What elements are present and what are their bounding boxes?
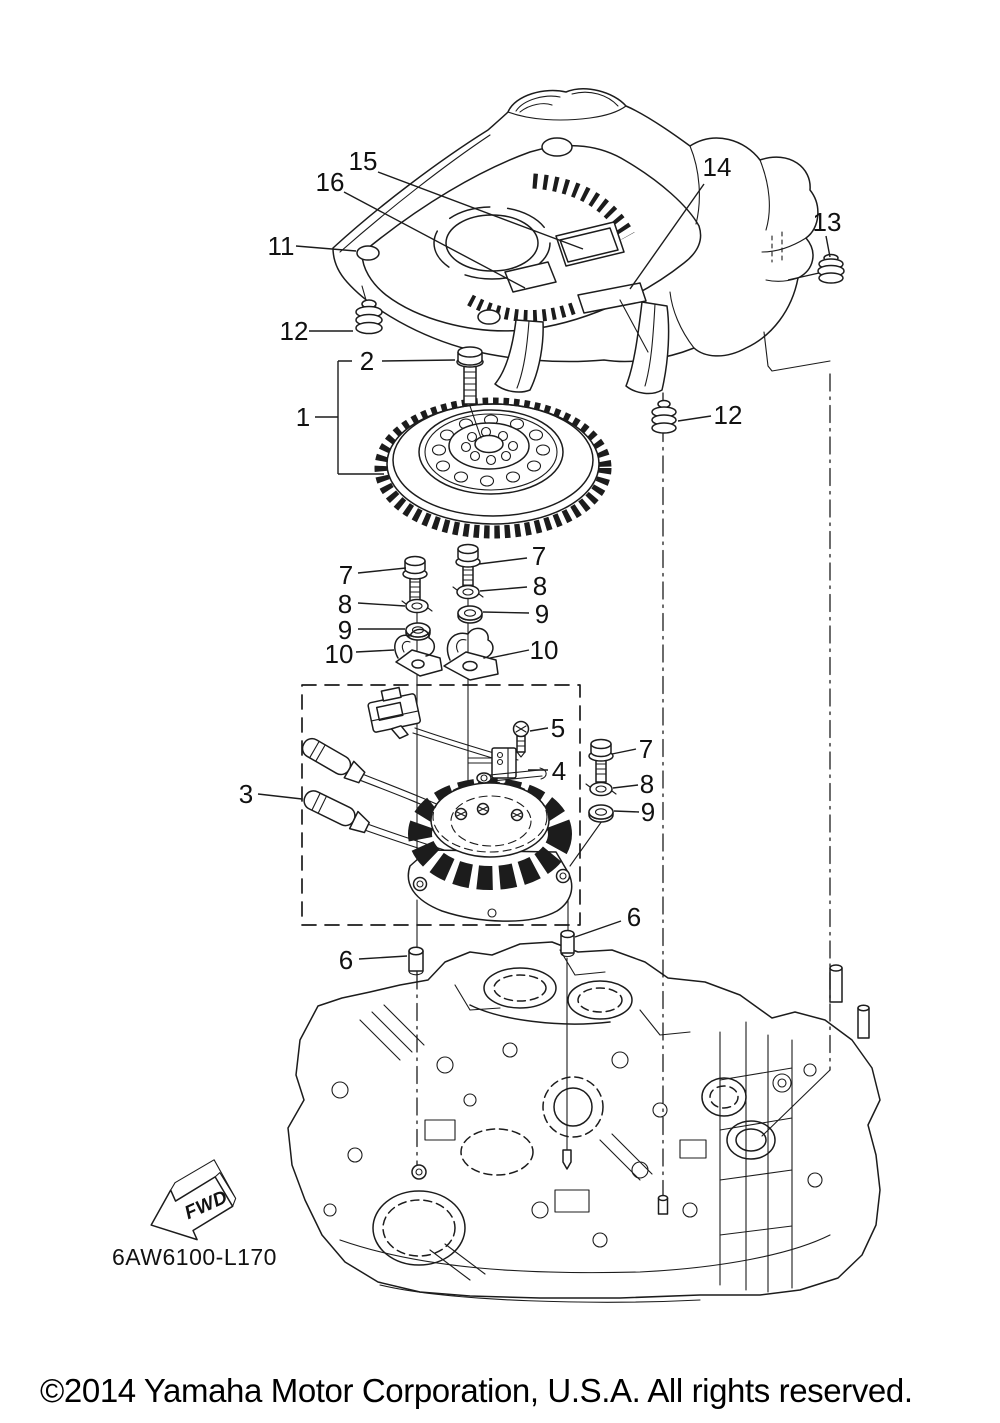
callout-16: 16 (315, 167, 345, 197)
fwd-label: FWD (181, 1186, 232, 1225)
callout-6: 6 (338, 945, 354, 975)
callout-7: 7 (531, 541, 547, 571)
callout-7: 7 (638, 734, 654, 764)
callout-9: 9 (534, 599, 550, 629)
callout-2: 2 (359, 346, 375, 376)
flywheel-cover (333, 89, 830, 394)
callout-14: 14 (702, 152, 732, 182)
drawing-code: 6AW6100-L170 (112, 1244, 277, 1270)
callout-8: 8 (639, 769, 655, 799)
bullet-connector-2 (301, 788, 371, 835)
callout-3: 3 (238, 779, 254, 809)
callout-5: 5 (550, 713, 566, 743)
collar-6-left (409, 947, 423, 975)
copyright-text: ©2014 Yamaha Motor Corporation, U.S.A. All rights reserved. (40, 1372, 913, 1409)
callout-1: 1 (295, 402, 311, 432)
bolt-7-left (403, 557, 427, 603)
callout-8: 8 (532, 571, 548, 601)
callout-15: 15 (348, 146, 378, 176)
spring-washer-8-left (402, 600, 432, 613)
callout-9: 9 (337, 615, 353, 645)
callout-4: 4 (551, 756, 567, 786)
callout-13: 13 (812, 207, 842, 237)
callout-8: 8 (337, 589, 353, 619)
pulser-sensor-4 (468, 748, 546, 783)
callout-11: 11 (267, 231, 295, 261)
washer-9-mid (458, 606, 482, 623)
spring-washer-8-mid (453, 586, 483, 599)
bullet-connector-1 (299, 735, 367, 785)
engine-block (288, 942, 880, 1302)
fwd-arrow (137, 1158, 244, 1254)
callout-10: 10 (324, 639, 354, 669)
wiring-connectors (299, 685, 423, 836)
collar-6-right (561, 931, 574, 957)
grommet-12-right (652, 401, 676, 434)
bolt-7-mid (456, 545, 480, 591)
callout-12: 12 (713, 400, 743, 430)
callout-10: 10 (529, 635, 559, 665)
flywheel (381, 404, 605, 532)
grommet-cap-13 (818, 255, 844, 284)
stator-assembly (349, 728, 572, 921)
callout-9: 9 (640, 797, 656, 827)
spring-washer-8-right (586, 783, 616, 796)
bolt-7-right (589, 740, 613, 783)
washer-9-right (589, 805, 613, 822)
clamp-10-right (444, 628, 498, 680)
callout-7: 7 (338, 560, 354, 590)
callout-12: 12 (279, 316, 309, 346)
callout-6: 6 (626, 902, 642, 932)
